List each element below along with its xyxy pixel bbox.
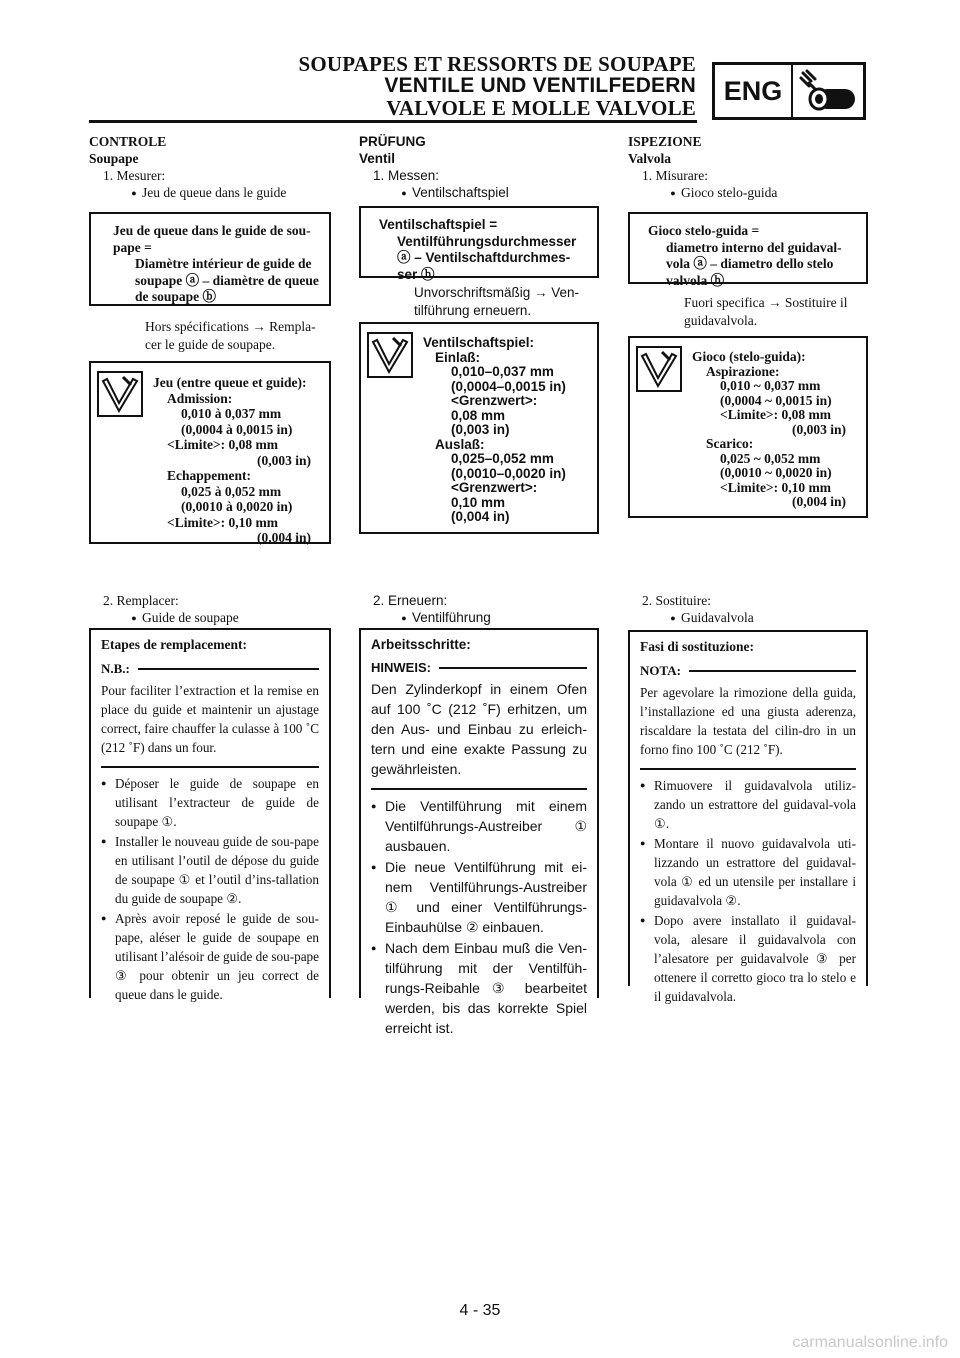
title-german: VENTILE UND VENTILFEDERN bbox=[384, 74, 696, 97]
eng-badge bbox=[712, 62, 866, 120]
section-heading: CONTROLE bbox=[89, 134, 167, 149]
out-of-spec-note: Unvorschriftsmäßig → Ven-tilführung erneuern. bbox=[414, 285, 580, 318]
column-german-step2 bbox=[359, 592, 601, 627]
engine-valve-icon bbox=[793, 65, 863, 117]
spec-line: 0,010 à 0,037 mm bbox=[181, 406, 282, 421]
spec-line: <Limite>: 0,08 mm bbox=[720, 407, 831, 422]
spec-line: <Limite>: 0,10 mm bbox=[720, 479, 831, 495]
spec-line: (0,0010 à 0,0020 in) bbox=[181, 499, 293, 514]
step-1: 1. Mesurer: bbox=[103, 168, 166, 183]
wrench-icon bbox=[636, 346, 682, 392]
steps-title: Fasi di sostituzione: bbox=[640, 639, 755, 654]
spec-line: (0,003 in) bbox=[451, 422, 510, 437]
spec-line: Admission: bbox=[167, 390, 233, 406]
spec-line: (0,0004 à 0,0015 in) bbox=[181, 421, 293, 437]
spec-line: (0,0004 ~ 0,0015 in) bbox=[720, 392, 832, 408]
bullet-item: ● Installer le nouveau guide de sou-pape en utilisant l’outil de dépose du guide de soupape ① et l’outil d’ins-tallation du guide de soupape ②. bbox=[101, 834, 319, 906]
spec-line: (0,0010–0,0020 in) bbox=[451, 465, 566, 481]
formula-box bbox=[359, 206, 599, 282]
step-2-item: ● Guide de soupape bbox=[131, 610, 239, 625]
bullet-item: ● Montare il nuovo guidavalvola uti-lizzando un estrattore del guidaval-vola ① ed un utensile per installare i guidavalvola ②. bbox=[640, 836, 856, 908]
separator bbox=[101, 766, 319, 768]
spec-line: 0,010 ~ 0,037 mm bbox=[720, 378, 821, 393]
spec-line: 0,025 ~ 0,052 mm bbox=[720, 450, 821, 466]
spec-line: Einlaß: bbox=[435, 349, 481, 365]
formula-body: Diamètre intérieur de guide de soupape ⓐ – diamètre de queue de soupape ⓑ bbox=[135, 256, 319, 304]
step-2: 2. Sostituire: bbox=[642, 593, 712, 608]
spec-line: 0,08 mm bbox=[451, 407, 506, 423]
title-italian: VALVOLE E MOLLE VALVOLE bbox=[386, 96, 696, 120]
spec-line: Echappement: bbox=[167, 468, 251, 483]
spec-line: 0,025 à 0,052 mm bbox=[181, 483, 282, 499]
step-1: 1. Misurare: bbox=[642, 168, 708, 183]
subsection-heading: Valvola bbox=[628, 151, 672, 166]
steps-title: Etapes de remplacement: bbox=[101, 637, 247, 652]
column-german bbox=[359, 133, 601, 202]
formula-box bbox=[628, 212, 868, 288]
eng-label: ENG bbox=[715, 65, 793, 117]
wrench-icon bbox=[367, 332, 413, 378]
spec-line: <Grenzwert>: bbox=[451, 393, 538, 408]
spec-line: Ventilschaftspiel: bbox=[423, 335, 535, 350]
spec-line: (0,003 in) bbox=[257, 452, 311, 468]
formula-title: Jeu de queue dans le guide de sou-pape = bbox=[113, 223, 311, 255]
section-heading: PRÜFUNG bbox=[359, 134, 426, 149]
spec-line: <Limite>: 0,10 mm bbox=[167, 514, 278, 530]
page-number: 4 - 35 bbox=[459, 1302, 501, 1319]
spec-line: <Limite>: 0,08 mm bbox=[167, 437, 278, 452]
spec-line: 0,010–0,037 mm bbox=[451, 364, 554, 379]
column-italian bbox=[628, 133, 870, 202]
spec-line: (0,0010 ~ 0,0020 in) bbox=[720, 465, 832, 480]
header-rule bbox=[89, 120, 697, 123]
bullet-item: ● Après avoir reposé le guide de sou-pape, aléser le guide de soupape en utilisant l’alésoir de guide de sou-pape ③ pour obtenir un jeu correct de queue dans le guide. bbox=[101, 911, 319, 1002]
spec-line: <Grenzwert>: bbox=[451, 480, 538, 495]
wrench-icon bbox=[97, 371, 143, 417]
note-text: Pour faciliter l’extraction et la remise en place du guide et maintenir un ajustage correct, faire chauffer la culasse à 100 ˚C (212 ˚F) dans un four. bbox=[101, 683, 319, 755]
bullet-item: ● Dopo avere installato il guidaval-vola, alesare il guidavalvola con l’alesatore per guidavalvole ③ per ottenere il corretto gioco tra lo stelo e il guidavalvola. bbox=[640, 913, 856, 1004]
spec-line: (0,004 in) bbox=[257, 530, 311, 545]
step-1: 1. Messen: bbox=[373, 168, 440, 183]
note-heading: N.B.: bbox=[101, 661, 319, 677]
step-1-item: ● Gioco stelo-guida bbox=[670, 185, 778, 200]
bullet-item: ● Rimuovere il guidavalvola utiliz-zando un estrattore del guidaval-vola ①. bbox=[640, 778, 856, 831]
spec-line: Aspirazione: bbox=[706, 363, 780, 379]
spec-box bbox=[89, 361, 331, 544]
note-text: Den Zylinderkopf in einem Ofen auf 100 ˚C (212 ˚F) erhitzen, um den Aus- und Einbau zu erleich-tern und eine exakte Passung zu gewährleisten. bbox=[371, 681, 587, 777]
formula-body: Ventilführungsdurchmesser ⓐ – Ventilschaftdurchmes-ser ⓑ bbox=[397, 233, 577, 282]
bullet-item: ● Déposer le guide de soupape en utilisant l’extracteur de guide de soupape ①. bbox=[101, 776, 319, 829]
column-french bbox=[89, 133, 331, 202]
formula-title: Ventilschaftspiel = bbox=[379, 217, 498, 232]
spec-line: (0,003 in) bbox=[792, 421, 846, 437]
note-text: Per agevolare la rimozione della guida, l’installazione ed una giusta aderenza, riscaldare la testata del cilin-dro in un forno fino 100 ˚C (212 ˚F). bbox=[640, 685, 856, 757]
separator bbox=[640, 768, 856, 770]
subsection-heading: Soupape bbox=[89, 151, 139, 166]
spec-line: (0,004 in) bbox=[451, 509, 510, 524]
spec-line: 0,025–0,052 mm bbox=[451, 451, 554, 466]
steps-title: Arbeitsschritte: bbox=[371, 637, 471, 652]
replacement-steps-box bbox=[628, 630, 868, 1004]
out-of-spec-note: Fuori specifica → Sostituire il guidavalvola. bbox=[684, 295, 848, 328]
column-french-step2 bbox=[89, 592, 331, 627]
formula-body: diametro interno del guidaval-vola ⓐ – diametro dello stelo valvola ⓑ bbox=[666, 239, 842, 288]
spec-line: Jeu (entre queue et guide): bbox=[153, 375, 307, 390]
spec-line: Auslaß: bbox=[435, 436, 485, 452]
out-of-spec-note: Hors spécifications → Rempla-cer le guide de soupape. bbox=[145, 319, 316, 352]
spec-line: (0,004 in) bbox=[792, 494, 846, 509]
spec-line: Gioco (stelo-guida): bbox=[692, 349, 806, 364]
note-heading: HINWEIS: bbox=[371, 660, 587, 675]
spec-line: 0,10 mm bbox=[451, 494, 506, 510]
watermark: carmanualsonline.info bbox=[792, 1334, 948, 1351]
bullet-item: ● Die neue Ventilführung mit ei-nem Ventilführungs-Austreiber ① und einer Ventilführungs-Einbauhülse ② einbauen. bbox=[371, 859, 587, 935]
spec-line: (0,0004–0,0015 in) bbox=[451, 378, 566, 394]
formula-box bbox=[89, 212, 331, 306]
step-1-item: ● Jeu de queue dans le guide bbox=[131, 185, 287, 200]
step-2: 2. Erneuern: bbox=[373, 593, 448, 608]
note-heading: NOTA: bbox=[640, 663, 856, 679]
spec-box bbox=[628, 336, 868, 518]
bullet-item: ● Die Ventilführung mit einem Ventilführungs-Austreiber ① ausbauen. bbox=[371, 798, 587, 854]
step-2-item: ● Guidavalvola bbox=[670, 610, 754, 625]
bullet-item: ● Nach dem Einbau muß die Ven-tilführung mit der Ventilfüh-rungs-Reibahle ③ bearbeitet werden, bis das korrekte Spiel erreicht ist. bbox=[371, 940, 587, 1036]
separator bbox=[371, 788, 587, 790]
replacement-steps-box bbox=[89, 628, 331, 1002]
step-1-item: ● Ventilschaftspiel bbox=[401, 185, 509, 200]
subsection-heading: Ventil bbox=[359, 151, 396, 166]
step-2-item: ● Ventilführung bbox=[401, 610, 491, 625]
spec-box bbox=[359, 322, 599, 534]
title-french: SOUPAPES ET RESSORTS DE SOUPAPE bbox=[298, 52, 696, 76]
column-italian-step2 bbox=[628, 592, 870, 627]
formula-title: Gioco stelo-guida = bbox=[648, 223, 760, 238]
spec-line: Scarico: bbox=[706, 436, 754, 451]
step-2: 2. Remplacer: bbox=[103, 593, 179, 608]
section-heading: ISPEZIONE bbox=[628, 134, 702, 149]
replacement-steps-box bbox=[359, 628, 599, 1036]
